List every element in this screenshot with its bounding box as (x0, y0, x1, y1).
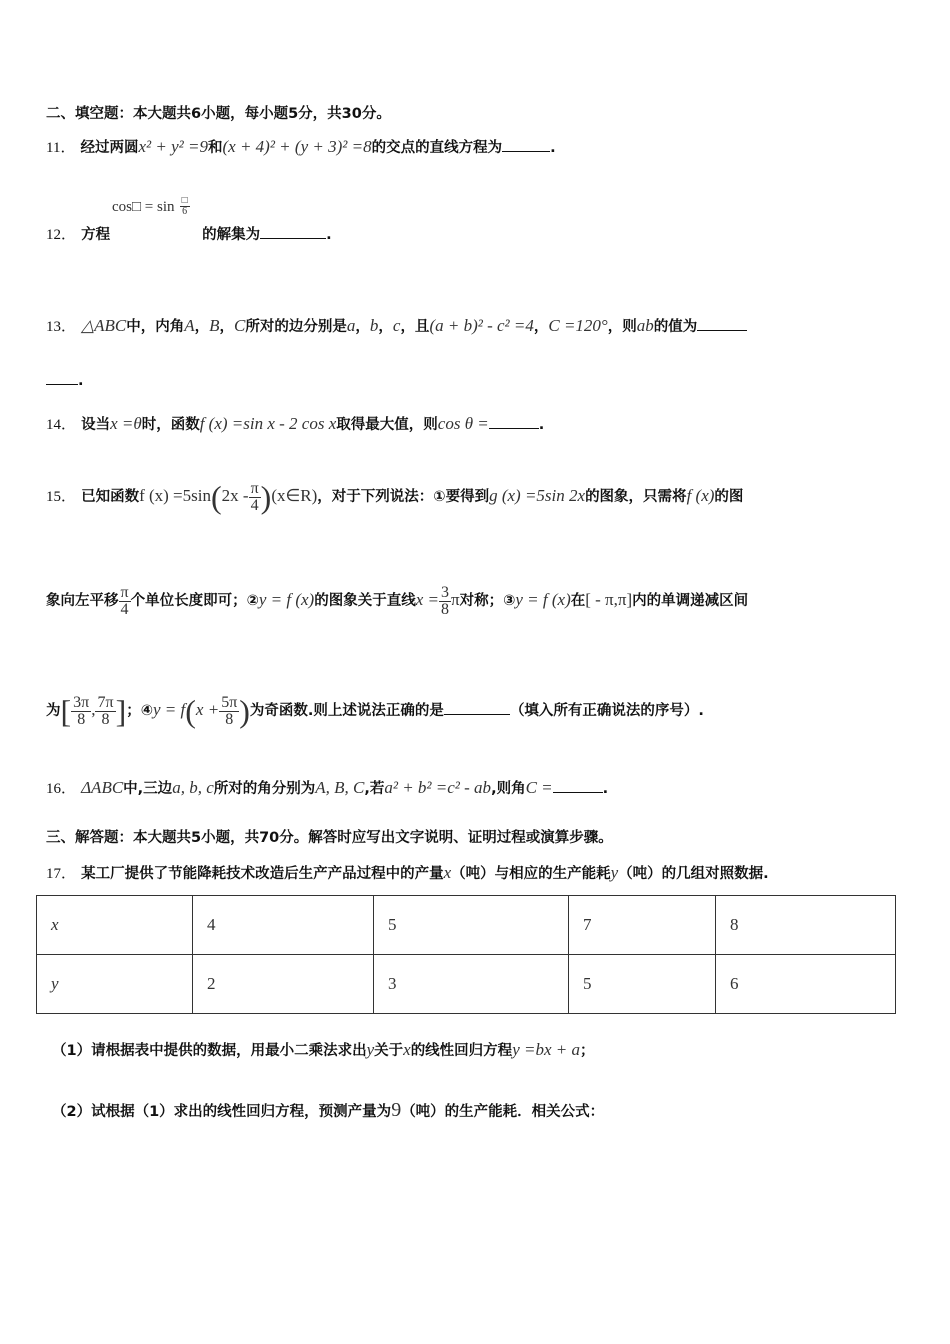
q14-text-2: 取得最大值，则 (336, 417, 438, 433)
q12-number: 12． (46, 227, 77, 243)
q13-side-c: c (392, 316, 401, 335)
q17-data-table (36, 895, 896, 1014)
section-3-heading (46, 828, 613, 848)
q17-p1-text-c: 的线性回归方程 (410, 1043, 513, 1059)
q12-answer-blank[interactable] (260, 224, 326, 239)
question-15-line-2 (46, 580, 748, 621)
q15-text-4: 象向左平移 (46, 593, 119, 609)
q12-fraction (180, 196, 190, 217)
table-cell: 3 (374, 955, 569, 1014)
q15-shift-top: π (120, 583, 129, 601)
q15-text-2: 的图象，只需将 (585, 489, 687, 505)
q17-p1-x: x (403, 1040, 411, 1059)
q15-text-12: 为奇函数.则上述说法正确的是 (249, 703, 444, 719)
q15-interval-left (71, 695, 91, 728)
q15-frac-top: π (250, 479, 259, 497)
q16-triangle: ΔABC (81, 778, 124, 797)
question-15-line-3: 为[ $\frac{3\pi}{8}$ , $\frac{7\pi}{8}$ ]；④y = f(x + $\frac{5\pi}{8}$ )为奇函数.则上述说法正确的是 （填入所有正确说法的序号）. (46, 693, 704, 729)
q15-shift-fraction (119, 585, 131, 618)
table-cell: 4 (193, 896, 374, 955)
q15-text-3: 的图 (714, 489, 744, 505)
q12-frac-bottom: 6 (182, 206, 188, 217)
q15-5pi-bottom: 8 (225, 710, 234, 728)
q15-text-6: 的图象关于直线 (314, 593, 416, 609)
q17-p2-nine: 9 (391, 1099, 402, 1121)
q15-paren-close: ) (260, 479, 272, 515)
q15-interval-right (95, 695, 115, 728)
q13-ab: ab (636, 316, 654, 335)
q14-answer-blank[interactable] (489, 414, 539, 429)
q17-text-1: 某工厂提供了节能降耗技术改造后生产产品过程中的产量 (81, 866, 444, 882)
q11-number: 11． (46, 140, 76, 156)
q16-sides: a, b, c (172, 778, 214, 797)
q12-frac-top: □ (181, 195, 188, 206)
q15-paren4-close: ) (239, 693, 250, 729)
q15-text-13: （填入所有正确说法的序号）. (509, 703, 704, 719)
table-cell: x (37, 896, 193, 955)
q17-p2-text-a: （2）试根据（1）求出的线性回归方程，预测产量为 (52, 1104, 392, 1120)
q15-i2-bottom: 8 (101, 710, 110, 728)
q14-cos-theta: cos θ = (437, 414, 489, 433)
q12-text-pre: 方程 (81, 227, 111, 243)
q12-equation (112, 196, 190, 217)
section-2-title: 二、填空题：本大题共6小题，每小题5分，共30分。 (46, 106, 391, 122)
q15-paren4-open: ( (185, 693, 196, 729)
table-cell: 8 (716, 896, 896, 955)
q13-side-a: a (346, 316, 356, 335)
q15-text-11: ；④ (126, 703, 153, 719)
table-cell: 5 (374, 896, 569, 955)
q17-y: y (610, 863, 619, 882)
q15-sym-bottom: 8 (441, 600, 449, 618)
table-row-x (37, 896, 896, 955)
q14-condition: x =θ (110, 414, 142, 433)
q13-angle-c: C (234, 316, 246, 335)
q11-end: . (550, 140, 556, 156)
q15-sym-top: 3 (441, 583, 449, 601)
q15-x-equals: x = (415, 590, 439, 609)
q15-5pi-top: 5π (221, 693, 238, 711)
q17-number: 17． (46, 866, 77, 882)
question-12 (46, 224, 332, 245)
q15-y-fx-2: y = f (x) (515, 590, 571, 609)
q15-text-8: 在 (570, 593, 586, 609)
q16-number: 16． (46, 781, 77, 797)
question-14 (46, 414, 544, 435)
q15-3-over-8 (439, 585, 451, 618)
q15-argument: 2x - (221, 486, 249, 505)
q16-text-3: ,若 (364, 781, 385, 797)
q12-equation-text: cos□ = sin (112, 199, 175, 215)
q13-angle-a: A (184, 316, 195, 335)
q14-end: . (538, 417, 545, 433)
q16-equation: a² + b² =c² - ab (384, 778, 492, 797)
section-3-title: 三、解答题：本大题共5小题，共70分。解答时应写出文字说明、证明过程或演算步骤。 (46, 830, 613, 846)
q13-answer-blank-cont[interactable] (46, 370, 78, 385)
q17-text-3: （吨）的几组对照数据. (618, 866, 769, 882)
q15-5pi-over-8 (219, 695, 239, 728)
q15-fx: f (x) (686, 486, 715, 505)
q15-domain: (x∈R) (271, 486, 318, 505)
q17-text-2: （吨）与相应的生产能耗 (451, 866, 611, 882)
question-17 (46, 863, 769, 884)
q16-text-2: 所对的角分别为 (213, 781, 316, 797)
q11-text-pre: 经过两圆 (80, 140, 139, 156)
q13-angle-value: C =120° (548, 316, 608, 335)
q16-end: . (602, 781, 609, 797)
q15-function: f (x) =5sin (139, 486, 211, 505)
q17-x: x (443, 863, 452, 882)
q15-interval: [ - π,π] (585, 590, 633, 609)
q15-number: 15． (46, 489, 77, 505)
q17-p1-text-a: （1）请根据表中提供的数据，用最小二乘法求出 (52, 1043, 367, 1059)
q11-text-post: 的交点的直线方程为 (371, 140, 503, 156)
q15-bracket-open: [ (60, 693, 72, 729)
q17-p1-y: y (366, 1040, 375, 1059)
question-15-line-1 (46, 476, 743, 517)
q11-answer-blank[interactable] (502, 137, 550, 152)
q13-angle-b: B (209, 316, 220, 335)
q11-circle-1: x² + y² =9 (138, 137, 208, 156)
q17-part-1 (52, 1040, 594, 1061)
q13-number: 13． (46, 319, 77, 335)
question-13: 13． △ABC中，内角A，B，C所对的边分别是a，b，c，且(a + b)² - c² =4，C =120°，则ab的值为 (46, 316, 747, 337)
section-2-heading (46, 104, 391, 124)
q12-end: . (326, 227, 332, 243)
q13-side-b: b (369, 316, 379, 335)
q13-equation: (a + b)² - c² =4 (429, 316, 534, 335)
table-row-y (37, 955, 896, 1014)
q16-answer-blank[interactable] (553, 778, 603, 793)
q17-p1-equation: y =bx + a (512, 1040, 580, 1059)
q11-circle-2: (x + 4)² + (y + 3)² =8 (222, 137, 372, 156)
q13-text-1: 中，内角 (126, 319, 185, 335)
q17-p1-end: ； (579, 1043, 595, 1059)
q16-text-4: ,则角 (491, 781, 526, 797)
q15-paren-open: ( (211, 479, 222, 515)
q13-continuation (46, 370, 84, 391)
q15-i1-bottom: 8 (77, 710, 86, 728)
q15-y-f: y = f (153, 700, 186, 719)
q14-function: f (x) =sin x - 2 cos x (199, 414, 337, 433)
q15-text-5: 个单位长度即可；② (130, 593, 259, 609)
q13-triangle: △ABC (81, 316, 127, 335)
q15-x-plus: x + (195, 700, 220, 719)
q17-part-2 (52, 1100, 604, 1122)
q16-angle-c: C = (525, 778, 553, 797)
question-11 (46, 137, 556, 158)
q15-bracket-close: ] (115, 693, 127, 729)
q15-i1-top: 3π (73, 693, 90, 711)
q15-text-1: ，对于下列说法：①要得到 (317, 489, 490, 505)
q13-text-5: 的值为 (653, 319, 698, 335)
q16-angles: A, B, C (315, 778, 365, 797)
q13-answer-blank[interactable] (697, 316, 747, 331)
q14-text-1: 时，函数 (141, 417, 200, 433)
question-16 (46, 778, 608, 799)
q15-answer-blank[interactable] (444, 700, 510, 715)
q15-shift-bottom: 4 (120, 600, 129, 618)
q15-text-9: 内的单调递减区间 (632, 593, 749, 609)
q15-y-fx: y = f (x) (258, 590, 315, 609)
q15-text-pre: 已知函数 (81, 489, 140, 505)
q12-text-post: 的解集为 (202, 227, 261, 243)
table-cell: 6 (716, 955, 896, 1014)
q15-g-function: g (x) =5sin 2x (489, 486, 586, 505)
table-cell: 5 (569, 955, 716, 1014)
q11-text-mid: 和 (208, 140, 223, 156)
q13-end: . (78, 373, 84, 389)
q16-text-1: 中,三边 (123, 781, 173, 797)
q13-text-3: ，且 (400, 319, 430, 335)
q13-text-2: 所对的边分别是 (245, 319, 347, 335)
table-cell: y (37, 955, 193, 1014)
table-cell: 2 (193, 955, 374, 1014)
q13-text-4: ，则 (607, 319, 637, 335)
q15-text-7: 对称；③ (459, 593, 516, 609)
q15-frac-bottom: 4 (250, 496, 259, 514)
q17-p2-text-b: （吨）的生产能耗．相关公式： (401, 1104, 605, 1120)
q15-i2-top: 7π (97, 693, 114, 711)
q14-text-pre: 设当 (81, 417, 111, 433)
q15-pi-over-4 (249, 481, 261, 514)
q15-text-10: 为 (46, 703, 61, 719)
q17-p1-text-b: 关于 (374, 1043, 404, 1059)
q14-number: 14． (46, 417, 77, 433)
q15-sym-pi: π (451, 590, 460, 609)
table-cell: 7 (569, 896, 716, 955)
